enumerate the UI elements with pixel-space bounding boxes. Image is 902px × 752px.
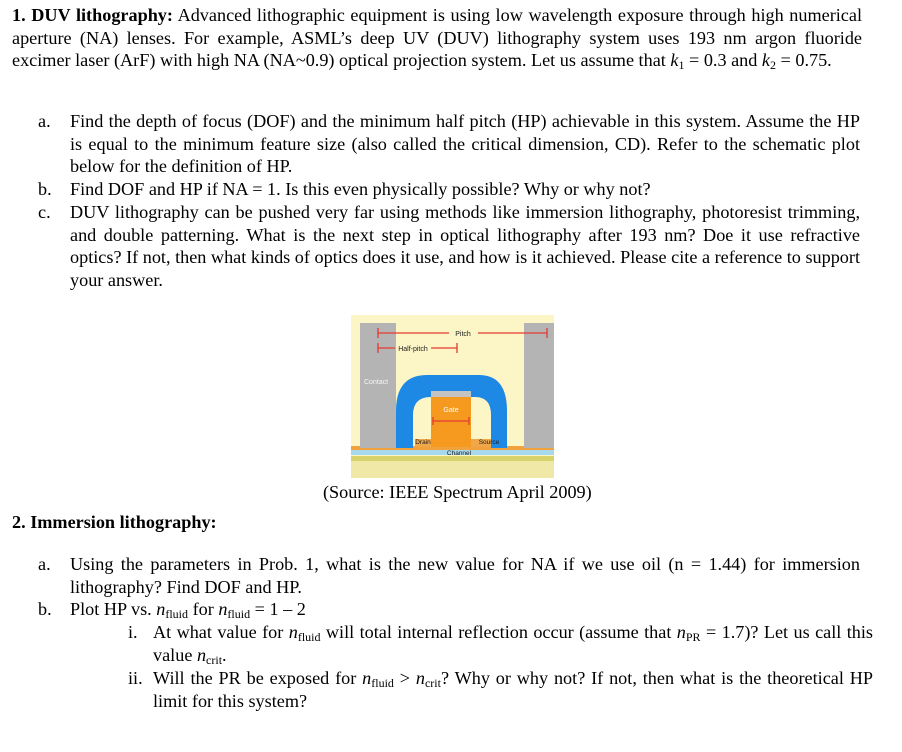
substrate — [351, 461, 554, 478]
problem-2b-ii-post: ? Why or why not? If not, then what is the theoretical HP limit for this system? — [153, 668, 873, 711]
problem-2b — [38, 598, 860, 621]
gate-cap — [431, 391, 471, 397]
right-contact — [524, 323, 554, 448]
problem-1b-text: Find DOF and HP if NA = 1. Is this even physically possible? Why or why not? — [70, 179, 651, 199]
contact-label: Contact — [364, 379, 389, 386]
k1-value: = 0.3 and — [684, 50, 762, 71]
problem-2a-text: Using the parameters in Prob. 1, what is the new value for NA if we use oil (n = 1.44) for immersion lithography? Find DOF and HP. — [70, 554, 860, 597]
greater-than: > — [393, 668, 416, 688]
gate-block — [431, 391, 471, 447]
problem-2b-i-text: At what value for — [153, 622, 289, 642]
fluid-subscript: fluid — [371, 676, 394, 690]
problem-2b-range: = 1 – 2 — [250, 599, 306, 619]
problem-1-intro — [12, 4, 862, 72]
problem-1b-label: b. — [38, 179, 52, 199]
problem-1-number: 1. — [12, 5, 26, 25]
transistor-schematic-figure — [351, 315, 554, 478]
n-symbol: n — [415, 668, 425, 688]
problem-2b-i-label: i. — [128, 622, 138, 642]
channel-label: Channel — [446, 450, 472, 457]
problem-1c-text: DUV lithography can be pushed very far using methods like immersion lithography, photoresist trimming, and double patterning. What is the next step in optical lithography after 193 nm? Doe it use refractive optics? If not, then what kinds of optics does it use, and how is it achieved. Please cite a reference to support your answer. — [70, 202, 860, 290]
problem-1a — [38, 110, 860, 178]
problem-2b-ii-label: ii. — [128, 668, 143, 688]
problem-1c — [38, 201, 860, 291]
problem-2b-i-post: = 1.7)? Let us call this value — [153, 622, 873, 665]
problem-2b-label: b. — [38, 599, 52, 619]
problem-1b — [38, 178, 860, 201]
pr-subscript: PR — [685, 630, 701, 644]
problem-2a-label: a. — [38, 554, 51, 574]
half-pitch-label: Half-pitch — [398, 346, 428, 353]
k2-subscript: 2 — [770, 58, 776, 73]
fluid-subscript: fluid — [165, 607, 189, 621]
k1-subscript: 1 — [678, 58, 685, 73]
problem-2b-i — [128, 621, 873, 667]
n-symbol: n — [196, 644, 207, 665]
problem-1a-label: a. — [38, 111, 51, 131]
n-symbol: n — [362, 668, 372, 688]
k1-symbol: k — [670, 50, 679, 71]
problem-1-intro-text: Advanced lithographic equipment is using low wavelength exposure through high numerical aperture (NA) lenses. For example, ASML’s deep UV (DUV) lithography system uses 193 nm argon fluoride excimer laser (ArF) with high NA (NA~0.9) optical projection system. Let us assume that — [12, 5, 863, 71]
problem-2b-i-end: . — [222, 644, 227, 665]
problem-1a-text: Find the depth of focus (DOF) and the minimum half pitch (HP) achievable in this system. Assume the HP is equal to the minimum feature size (also called the critical dimension, CD). Refer to the schematic plot below for the definition of HP. — [70, 111, 860, 177]
figure-caption: (Source: IEEE Spectrum April 2009) — [323, 482, 592, 502]
problem-1-title: DUV lithography: — [31, 5, 173, 25]
n-symbol: n — [156, 599, 166, 619]
problem-2b-ii — [128, 667, 873, 712]
problem-2b-i-mid: will total internal reflection occur (assume that — [320, 622, 677, 642]
problem-2b-ii-text: Will the PR be exposed for — [153, 668, 363, 688]
k2-symbol: k — [761, 50, 770, 71]
problem-2a — [38, 553, 860, 598]
problem-2b-text: Plot HP vs. — [70, 599, 157, 619]
fluid-subscript: fluid — [297, 630, 321, 644]
problem-2b-mid: for — [188, 599, 219, 619]
problem-2-title: 2. Immersion lithography: — [12, 512, 217, 532]
k2-value: = 0.75. — [776, 50, 832, 71]
n-symbol: n — [218, 599, 228, 619]
n-symbol: n — [288, 622, 298, 642]
n-symbol: n — [676, 622, 686, 642]
drain-label: Drain — [415, 439, 431, 446]
fluid-subscript: fluid — [227, 607, 251, 621]
source-label: Source — [478, 439, 500, 446]
crit-subscript: crit — [424, 676, 441, 690]
problem-1c-label: c. — [38, 202, 51, 222]
crit-subscript: crit — [206, 652, 223, 667]
pitch-label: Pitch — [455, 331, 471, 338]
gate-label: Gate — [443, 407, 459, 414]
